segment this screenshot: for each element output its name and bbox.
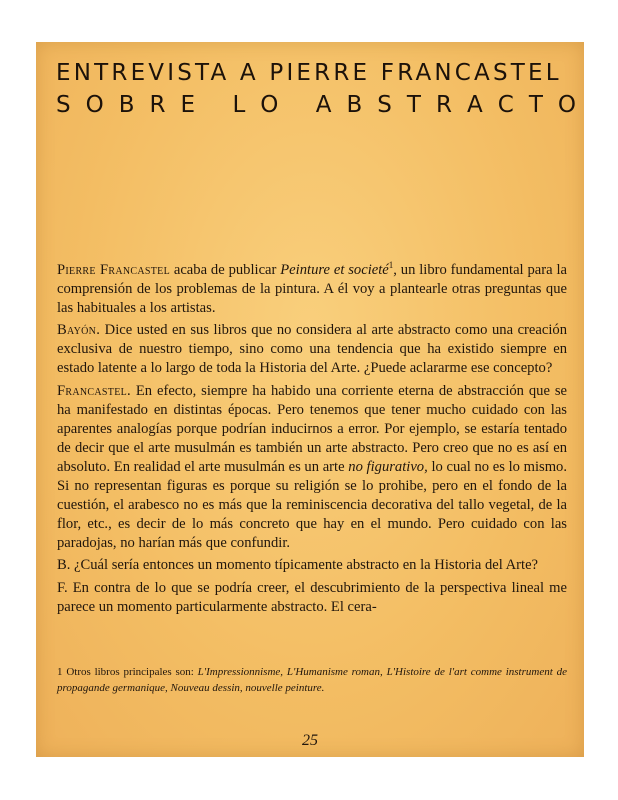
title-letter: O [85,92,104,118]
footnote-titles: L'Impressionnisme, L'Humanisme roman, L'Histoire de l'art comme instrument de propagande germanique, Nouveau dessin, nouvelle peinture. [57,666,567,694]
book-title: Peinture et societé [280,262,389,278]
paragraph-question-1: Bayón. Dice usted en sus libros que no considera al arte abstracto como una creación exclusiva de nuestro tiempo, sino como una tendencia que ha existido siempre en estado latente a lo largo de toda la Historia del Arte. ¿Puede aclararme ese concepto? [57,322,567,377]
title-letter: R [149,92,166,118]
speaker-name: F. [57,579,68,596]
speaker-name: Pierre Francastel [57,262,170,278]
title-letter: T [528,92,543,118]
footnote: 1 Otros libros principales son: L'Impressionnisme, L'Humanisme roman, L'Histoire de l'art comme instrument de propagande germanique, Nouveau dessin, nouvelle peinture. [57,666,567,694]
title-letter: L [232,92,246,118]
book-page [36,42,584,757]
paragraph-question-2: B. ¿Cuál sería entonces un momento típicamente abstracto en la Historia del Arte? [57,557,539,574]
speaker-name: Francastel. [57,382,131,399]
paragraph-answer-2: F. En contra de lo que se podría creer, el descubrimiento de la perspectiva lineal me parece un momento particularmente abstracto. El cera- [57,579,567,615]
paragraph-intro: Pierre Francastel acaba de publicar Peinture et societé$^1$, un libro fundamental para la comprensión de los problemas de la pintura. A él voy a plantearle otras preguntas que las habituales a los artistas. [57,260,567,317]
title-letter: R [435,92,452,118]
title-letter: O [260,92,279,118]
title-letter [293,92,300,118]
title-letter: S [377,92,392,118]
title-letter: S [56,92,71,118]
title-letter: T [406,92,421,118]
title-letter: B [118,92,135,118]
interview-text [57,261,567,620]
speaker-name: Bayón. [57,322,101,339]
title-letter: O [557,92,576,118]
title-letter [210,92,217,118]
title-letter: A [315,92,332,118]
title-line-1: ENTREVISTA A PIERRE FRANCASTEL [56,60,562,86]
footnote-ref: 1 [388,260,394,271]
title-letter: A [466,92,483,118]
page-number: 25 [302,732,318,749]
title-letter: B [346,92,363,118]
emphasis: no figurativo, [348,458,428,475]
title-letter: C [497,92,514,118]
footnote-number: 1 [57,666,63,678]
speaker-name: B. [57,557,71,574]
paragraph-answer-1: Francastel. En efecto, siempre ha habido una corriente eterna de abstracción que se ha manifestado en distintas épocas. Pero tenemos que tener mucho cuidado con las aparentes analogías porque podrían inducirnos a error. Por ejemplo, se estaría tentado de decir que el arte musulmán es también un arte abstracto. Pero creo que no es así en absoluto. En realidad el arte musulmán es un arte no figurativo, lo cual no es lo mismo. Si no representan figuras es porque su religión se lo prohibe, pero en el fondo de la cuestión, el arabesco no es más que la reminiscencia decorativa del tallo vegetal, de la flor, etc., es decir de lo más concreto que hay en el mundo. Pero cuidado con las paradojas, no harían más que confundir. [57,382,567,552]
title-line-2 [56,92,576,118]
title-letter: E [180,92,196,118]
